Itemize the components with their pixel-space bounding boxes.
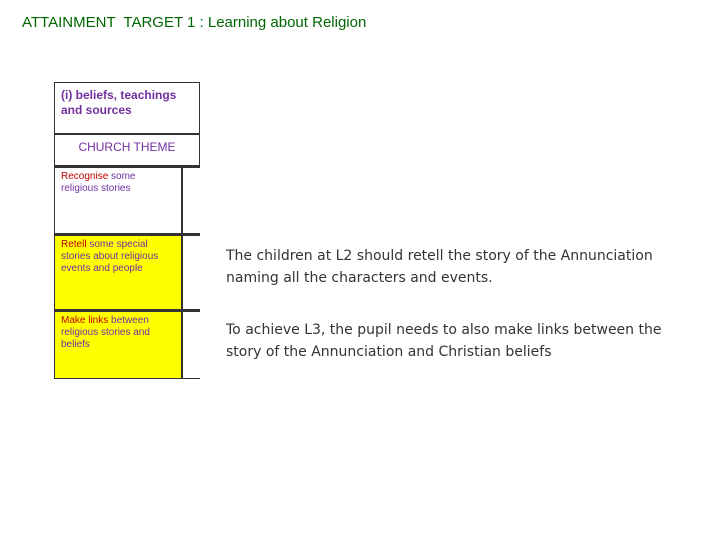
row-level-cell xyxy=(181,236,203,309)
table-row-make-links xyxy=(54,310,200,379)
table-row-recognise xyxy=(54,166,200,234)
row-description: some religious stories xyxy=(61,171,136,194)
level-2-note: The children at L2 should retell the story of the Annunciation naming all the characters and events. xyxy=(226,248,653,286)
row-text xyxy=(55,236,181,309)
row-description: some special stories about religious events and people xyxy=(61,239,159,274)
page-title: ATTAINMENT TARGET 1 : Learning about Religion xyxy=(22,14,367,31)
row-level-cell xyxy=(181,312,203,378)
row-level-cell xyxy=(181,168,203,233)
level-3-note: To achieve L3, the pupil needs to also make links between the story of the Annunciation and Christian beliefs xyxy=(226,322,662,360)
row-keyword: Retell xyxy=(61,239,87,250)
church-theme-header: CHURCH THEME xyxy=(54,134,200,166)
row-keyword: Make links xyxy=(61,315,109,326)
row-text xyxy=(55,312,181,378)
row-text xyxy=(55,168,181,233)
row-keyword: Recognise xyxy=(61,171,109,182)
row-description: between religious stories and beliefs xyxy=(61,315,150,350)
table-row-retell xyxy=(54,234,200,310)
beliefs-header: (i) beliefs, teachings and sources xyxy=(54,82,200,134)
